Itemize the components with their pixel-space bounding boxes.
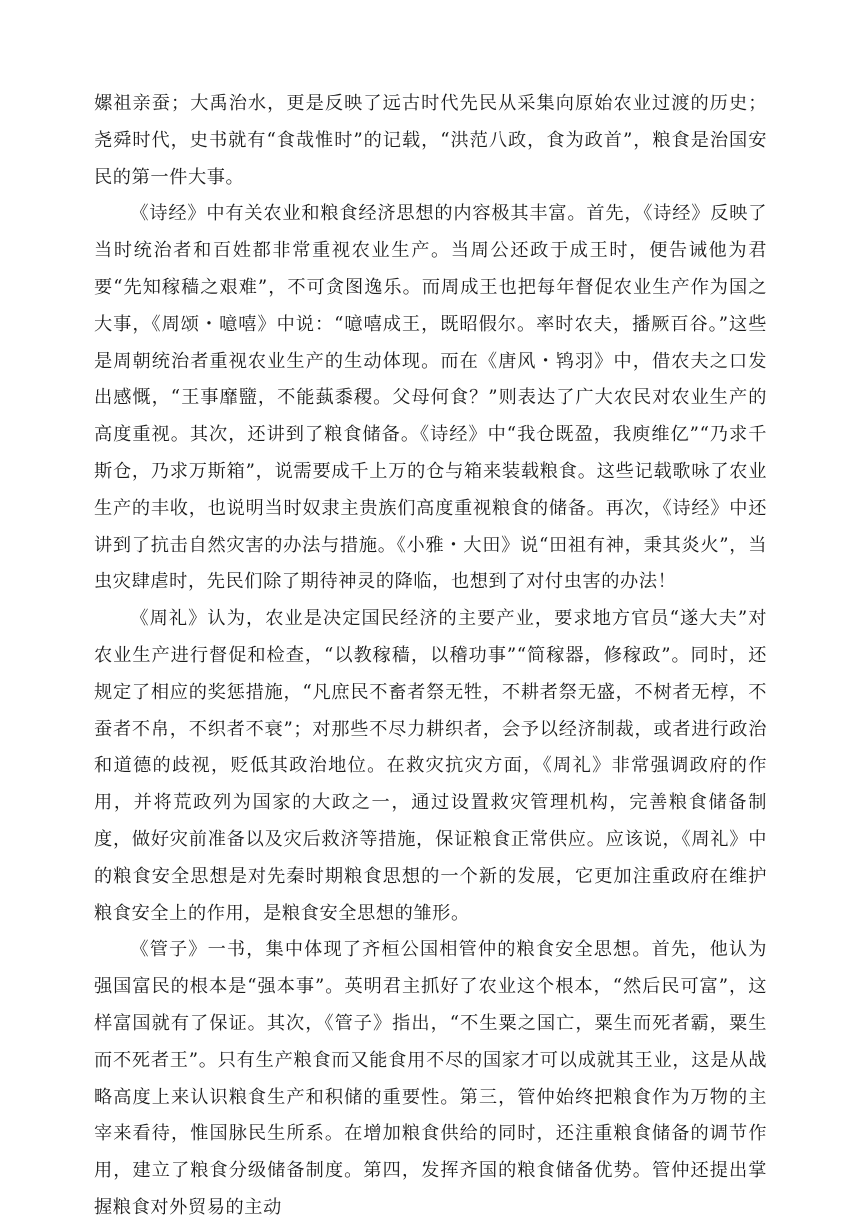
paragraph-continuation: 嫘祖亲蚕；大禹治水，更是反映了远古时代先民从采集向原始农业过渡的历史；尧舜时代，史书就有“食哉惟时”的记载，“洪范八政，食为政首”，粮食是治国安民的第一件大事。 bbox=[94, 93, 767, 188]
paragraph-guanzi: 《管子》一书，集中体现了齐桓公国相管仲的粮食安全思想。首先，他认为强国富民的根本是“强本事”。英明君主抓好了农业这个根本，“然后民可富”，这样富国就有了保证。其次，《管子》指出，“不生粟之国亡，粟生而死者霸，粟生而不死者王”。只有生产粮食而又能食用不尽的国家才可以成就其王业，这是从战略高度上来认识粮食生产和积储的重要性。第三，管仲始终把粮食作为万物的主宰来看待，惟国脉民生所系。在增加粮食供给的同时，还注重粮食储备的调节作用，建立了粮食分级储备制度。第四，发挥齐国的粮食储备优势。管仲还提出掌握粮食对外贸易的主动 bbox=[94, 939, 767, 1218]
paragraph-shijing: 《诗经》中有关农业和粮食经济思想的内容极其丰富。首先，《诗经》反映了当时统治者和百姓都非常重视农业生产。当周公还政于成王时，便告诫他为君要“先知稼穑之艰难”，不可贪图逸乐。而周成王也把每年督促农业生产作为国之大事，《周颂・噫嘻》中说：“噫嘻成王，既昭假尔。率时农夫，播厥百谷。”这些是周朝统治者重视农业生产的生动体现。而在《唐风・鸨羽》中，借农夫之口发出感慨，“王事靡盬，不能蓺黍稷。父母何食？”则表达了广大农民对农业生产的高度重视。其次，还讲到了粮食储备。《诗经》中“我仓既盈，我庾维亿”“乃求千斯仓，乃求万斯箱”，说需要成千上万的仓与箱来装载粮食。这些记载歌咏了农业生产的丰收，也说明当时奴隶主贵族们高度重视粮食的储备。再次，《诗经》中还讲到了抗击自然灾害的办法与措施。《小雅・大田》说“田祖有神，秉其炎火”，当虫灾肆虐时，先民们除了期待神灵的降临，也想到了对付虫害的办法！ bbox=[94, 203, 767, 593]
document-body bbox=[94, 86, 767, 1227]
paragraph-zhouli: 《周礼》认为，农业是决定国民经济的主要产业，要求地方官员“遂大夫”对农业生产进行督促和检查，“以教稼穑，以稽功事”“简稼器，修稼政”。同时，还规定了相应的奖惩措施，“凡庶民不畜者祭无牲，不耕者祭无盛，不树者无椁，不蚕者不帛，不织者不衰”；对那些不尽力耕织者，会予以经济制裁，或者进行政治和道德的歧视，贬低其政治地位。在救灾抗灾方面，《周礼》非常强调政府的作用，并将荒政列为国家的大政之一，通过设置救灾管理机构，完善粮食储备制度，做好灾前准备以及灾后救济等措施，保证粮食正常供应。应该说，《周礼》中的粮食安全思想是对先秦时期粮食思想的一个新的发展，它更加注重政府在维护粮食安全上的作用，是粮食安全思想的雏形。 bbox=[94, 608, 767, 924]
